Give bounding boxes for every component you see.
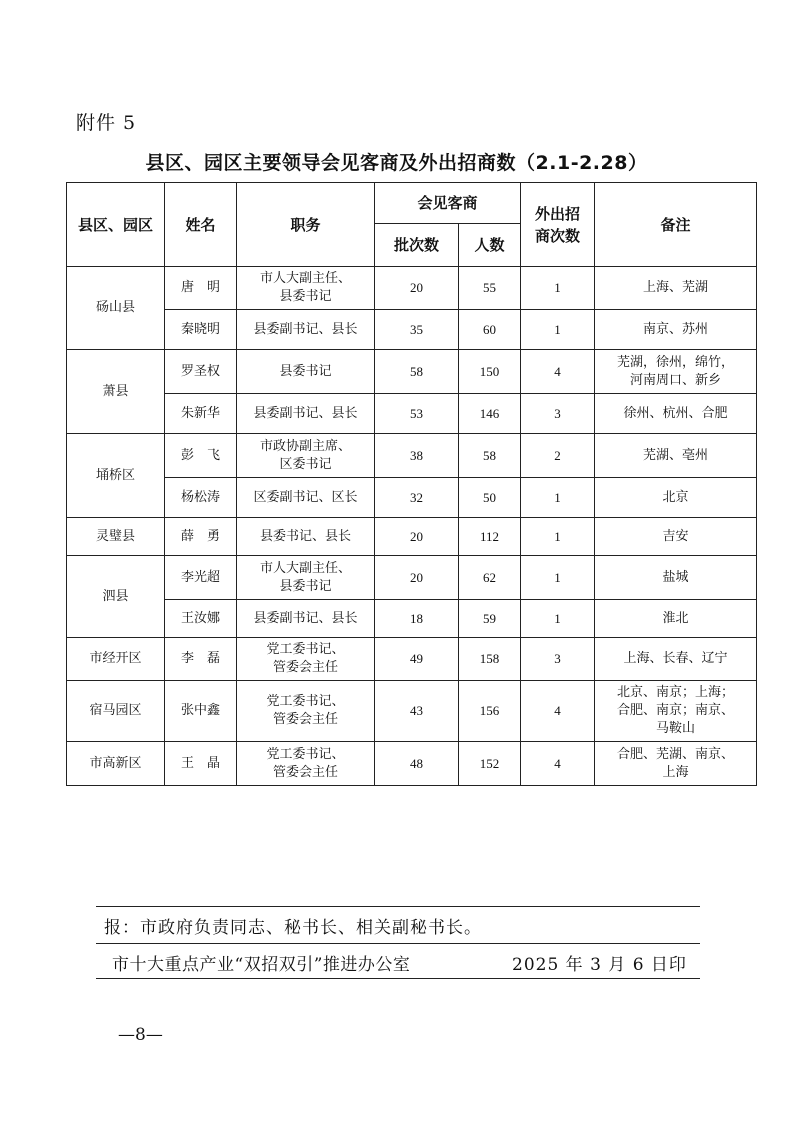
remark-line: 徐州、杭州、合肥	[623, 405, 728, 421]
cell-trips: 1	[521, 556, 595, 600]
cell-district: 泗县	[67, 556, 165, 638]
remark-line: 南京、苏州	[643, 321, 709, 337]
cell-district: 萧县	[67, 350, 165, 434]
table-row	[67, 267, 757, 310]
document-title: 县区、园区主要领导会见客商及外出招商数（2.1-2.28）	[145, 152, 648, 174]
table-row	[67, 394, 757, 434]
cell-district: 灵璧县	[67, 518, 165, 556]
cell-position	[237, 681, 375, 742]
position-line: 区委副书记、区长	[253, 489, 358, 505]
cell-batches: 20	[375, 518, 459, 556]
cell-trips: 1	[521, 518, 595, 556]
remark-line: 淮北	[662, 610, 689, 626]
cell-people: 59	[459, 600, 521, 638]
header-remarks: 备注	[595, 183, 757, 267]
cell-people: 152	[459, 742, 521, 786]
cell-batches: 49	[375, 638, 459, 681]
cell-position	[237, 434, 375, 478]
cell-batches: 20	[375, 556, 459, 600]
cell-people: 156	[459, 681, 521, 742]
table-row	[67, 518, 757, 556]
cell-position	[237, 350, 375, 394]
cc-recipients: 报：市政府负责同志、秘书长、相关副秘书长。	[104, 918, 482, 938]
position-line: 党工委书记、	[266, 746, 345, 762]
table-row	[67, 600, 757, 638]
position-line: 区委书记	[279, 456, 332, 472]
position-line: 县委副书记、县长	[253, 321, 358, 337]
print-date: 2025 年 3 月 6 日印	[512, 955, 687, 975]
cell-batches: 48	[375, 742, 459, 786]
page-number: —8—	[118, 1025, 163, 1045]
position-line: 党工委书记、	[266, 694, 345, 709]
header-trips	[521, 183, 595, 267]
position-line: 管委会主任	[272, 712, 338, 727]
position-line: 管委会主任	[272, 660, 338, 675]
cell-position	[237, 556, 375, 600]
cell-position	[237, 310, 375, 350]
position-line: 县委书记	[279, 578, 332, 594]
cell-batches: 38	[375, 434, 459, 478]
cell-batches: 35	[375, 310, 459, 350]
cell-batches: 20	[375, 267, 459, 310]
cell-trips: 4	[521, 350, 595, 394]
cell-district: 市高新区	[67, 742, 165, 786]
header-district: 县区、园区	[67, 183, 165, 267]
cell-district: 砀山县	[67, 267, 165, 350]
cell-name: 罗圣权	[165, 350, 237, 394]
cell-trips: 1	[521, 478, 595, 518]
cell-name: 秦晓明	[165, 310, 237, 350]
cell-trips: 1	[521, 600, 595, 638]
cell-district: 埇桥区	[67, 434, 165, 518]
remark-line: 吉安	[662, 528, 689, 544]
position-line: 管委会主任	[272, 764, 338, 780]
cell-name: 杨松涛	[165, 478, 237, 518]
table-row	[67, 681, 757, 742]
cell-name: 李光超	[165, 556, 237, 600]
position-line: 县委副书记、县长	[253, 405, 358, 421]
cell-district: 宿马园区	[67, 681, 165, 742]
cell-people: 58	[459, 434, 521, 478]
remark-line: 河南周口、新乡	[630, 372, 722, 388]
cell-batches: 58	[375, 350, 459, 394]
cell-remarks	[595, 310, 757, 350]
remark-line: 北京、南京；上海；	[617, 685, 735, 700]
remark-line: 芜湖，徐州，绵竹，	[617, 354, 735, 370]
table-row	[67, 478, 757, 518]
footer-rule-middle	[96, 943, 700, 944]
table-row	[67, 638, 757, 681]
cell-trips: 3	[521, 638, 595, 681]
cell-trips: 2	[521, 434, 595, 478]
header-meet-batches: 批次数	[375, 224, 459, 267]
remark-line: 合肥、南京；南京、	[617, 703, 735, 718]
position-line: 县委书记	[279, 363, 332, 379]
remark-line: 马鞍山	[656, 721, 696, 736]
position-line: 市人大副主任、	[259, 271, 351, 286]
cell-position	[237, 600, 375, 638]
remark-line: 上海	[662, 764, 689, 780]
issuing-office: 市十大重点产业“双招双引”推进办公室	[112, 955, 411, 975]
cell-people: 146	[459, 394, 521, 434]
cell-position	[237, 518, 375, 556]
remark-line: 盐城	[662, 569, 689, 585]
cell-position	[237, 394, 375, 434]
cell-remarks	[595, 518, 757, 556]
table-row	[67, 742, 757, 786]
table-body	[67, 267, 757, 786]
cell-batches: 18	[375, 600, 459, 638]
cell-name: 彭 飞	[165, 434, 237, 478]
cell-remarks	[595, 267, 757, 310]
footer-rule-bottom	[96, 978, 700, 979]
remark-line: 上海、长春、辽宁	[623, 651, 728, 666]
cell-district: 市经开区	[67, 638, 165, 681]
cell-position	[237, 478, 375, 518]
position-line: 县委副书记、县长	[253, 610, 358, 626]
position-line: 市政协副主席、	[259, 438, 351, 454]
cell-name: 薛 勇	[165, 518, 237, 556]
cell-remarks	[595, 556, 757, 600]
footer-rule-top	[96, 906, 700, 907]
cell-people: 50	[459, 478, 521, 518]
cell-trips: 1	[521, 267, 595, 310]
cell-people: 150	[459, 350, 521, 394]
header-trips-text: 外出招商次数	[535, 204, 581, 245]
cell-remarks	[595, 638, 757, 681]
cell-batches: 43	[375, 681, 459, 742]
cell-remarks	[595, 478, 757, 518]
cell-people: 55	[459, 267, 521, 310]
leaders-table	[66, 182, 757, 786]
cell-trips: 3	[521, 394, 595, 434]
header-name: 姓名	[165, 183, 237, 267]
cell-remarks	[595, 434, 757, 478]
attachment-label: 附件 5	[76, 112, 137, 134]
cell-position	[237, 638, 375, 681]
cell-remarks	[595, 600, 757, 638]
remark-line: 芜湖、亳州	[643, 447, 709, 463]
table-row	[67, 350, 757, 394]
cell-people: 158	[459, 638, 521, 681]
cell-position	[237, 742, 375, 786]
cell-name: 唐 明	[165, 267, 237, 310]
cell-people: 112	[459, 518, 521, 556]
cell-remarks	[595, 350, 757, 394]
cell-trips: 1	[521, 310, 595, 350]
position-line: 党工委书记、	[266, 642, 345, 657]
cell-batches: 32	[375, 478, 459, 518]
cell-trips: 4	[521, 681, 595, 742]
cell-remarks	[595, 742, 757, 786]
table-row	[67, 434, 757, 478]
position-line: 县委书记	[279, 289, 332, 304]
cell-name: 李 磊	[165, 638, 237, 681]
cell-name: 王汝娜	[165, 600, 237, 638]
cell-name: 王 晶	[165, 742, 237, 786]
cell-trips: 4	[521, 742, 595, 786]
cell-position	[237, 267, 375, 310]
cell-name: 张中鑫	[165, 681, 237, 742]
remark-line: 上海、芜湖	[643, 280, 709, 295]
position-line: 市人大副主任、	[259, 560, 351, 576]
cell-remarks	[595, 681, 757, 742]
cell-batches: 53	[375, 394, 459, 434]
position-line: 县委书记、县长	[259, 528, 351, 544]
cell-remarks	[595, 394, 757, 434]
table-row	[67, 556, 757, 600]
cell-people: 60	[459, 310, 521, 350]
header-position: 职务	[237, 183, 375, 267]
cell-people: 62	[459, 556, 521, 600]
remark-line: 北京	[662, 489, 689, 505]
remark-line: 合肥、芜湖、南京、	[617, 746, 735, 762]
header-meet-group: 会见客商	[375, 183, 521, 224]
cell-name: 朱新华	[165, 394, 237, 434]
header-meet-people: 人数	[459, 224, 521, 267]
table-row	[67, 310, 757, 350]
